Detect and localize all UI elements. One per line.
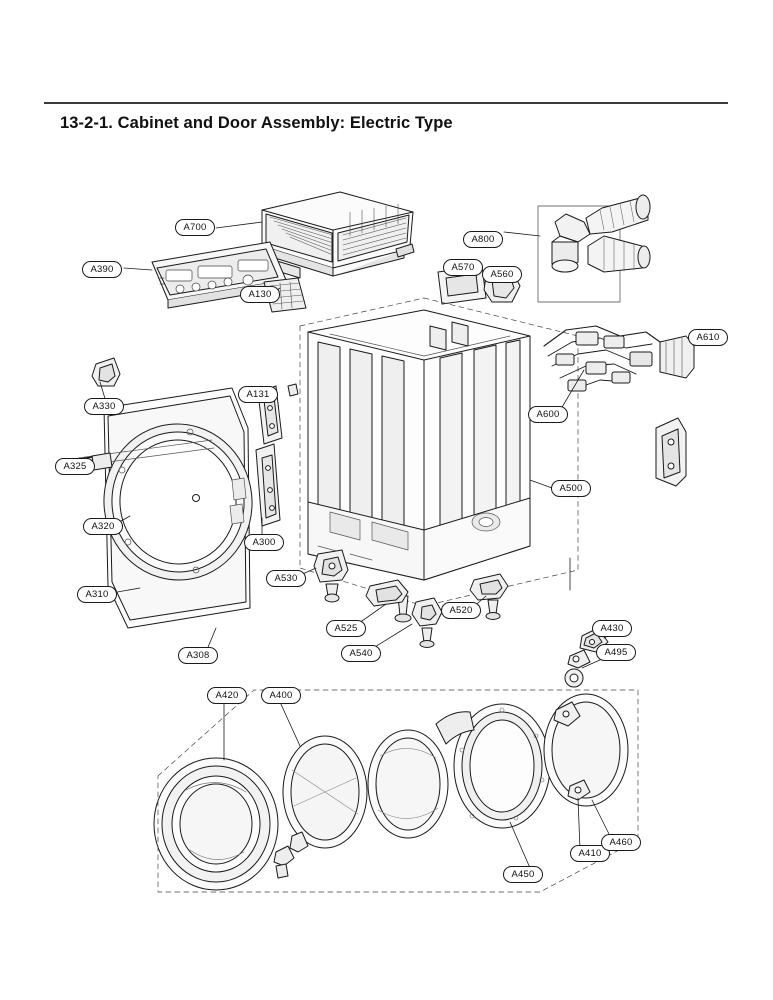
part-a300-bracket [256,444,280,526]
callout-a500[interactable]: A500 [551,480,591,497]
part-a450-door-frame [436,704,550,828]
callout-a540[interactable]: A540 [341,645,381,662]
callout-a320[interactable]: A320 [83,518,123,535]
callout-a525[interactable]: A525 [326,620,366,637]
callout-a610[interactable]: A610 [688,329,728,346]
callout-a600[interactable]: A600 [528,406,568,423]
part-a420-door-outer [154,758,278,890]
callout-a700[interactable]: A700 [175,219,215,236]
callout-a130[interactable]: A130 [240,286,280,303]
callout-a800[interactable]: A800 [463,231,503,248]
callout-a310[interactable]: A310 [77,586,117,603]
callout-a330[interactable]: A330 [84,398,124,415]
callout-a495[interactable]: A495 [596,644,636,661]
callout-a300[interactable]: A300 [244,534,284,551]
part-door-small-clips [274,832,308,878]
callout-a520[interactable]: A520 [441,602,481,619]
callout-a450[interactable]: A450 [503,866,543,883]
part-a530-leg-bracket [314,550,348,602]
part-a400-door-inner-ring [283,736,367,848]
callout-a460[interactable]: A460 [601,834,641,851]
part-a600-wire-harness [544,326,694,391]
part-a330-hinge-cover [92,358,120,386]
callout-a390[interactable]: A390 [82,261,122,278]
callout-a410[interactable]: A410 [570,845,610,862]
callout-a560[interactable]: A560 [482,266,522,283]
callout-a430[interactable]: A430 [592,620,632,637]
part-a525-leg [366,580,411,622]
title-divider [44,102,728,104]
callout-a131[interactable]: A131 [238,386,278,403]
part-door-glass [368,730,448,838]
callout-a325[interactable]: A325 [55,458,95,475]
callout-a400[interactable]: A400 [261,687,301,704]
part-a540-base-bracket [412,598,442,648]
callout-a570[interactable]: A570 [443,259,483,276]
part-a800-duct [552,195,650,272]
part-a495-washer [565,669,583,687]
part-a610-connector-plate [656,418,686,486]
callout-a530[interactable]: A530 [266,570,306,587]
callout-a420[interactable]: A420 [207,687,247,704]
callout-a308[interactable]: A308 [178,647,218,664]
page-title: 13-2-1. Cabinet and Door Assembly: Electric Type [60,114,453,132]
exploded-parts-diagram [0,150,773,930]
